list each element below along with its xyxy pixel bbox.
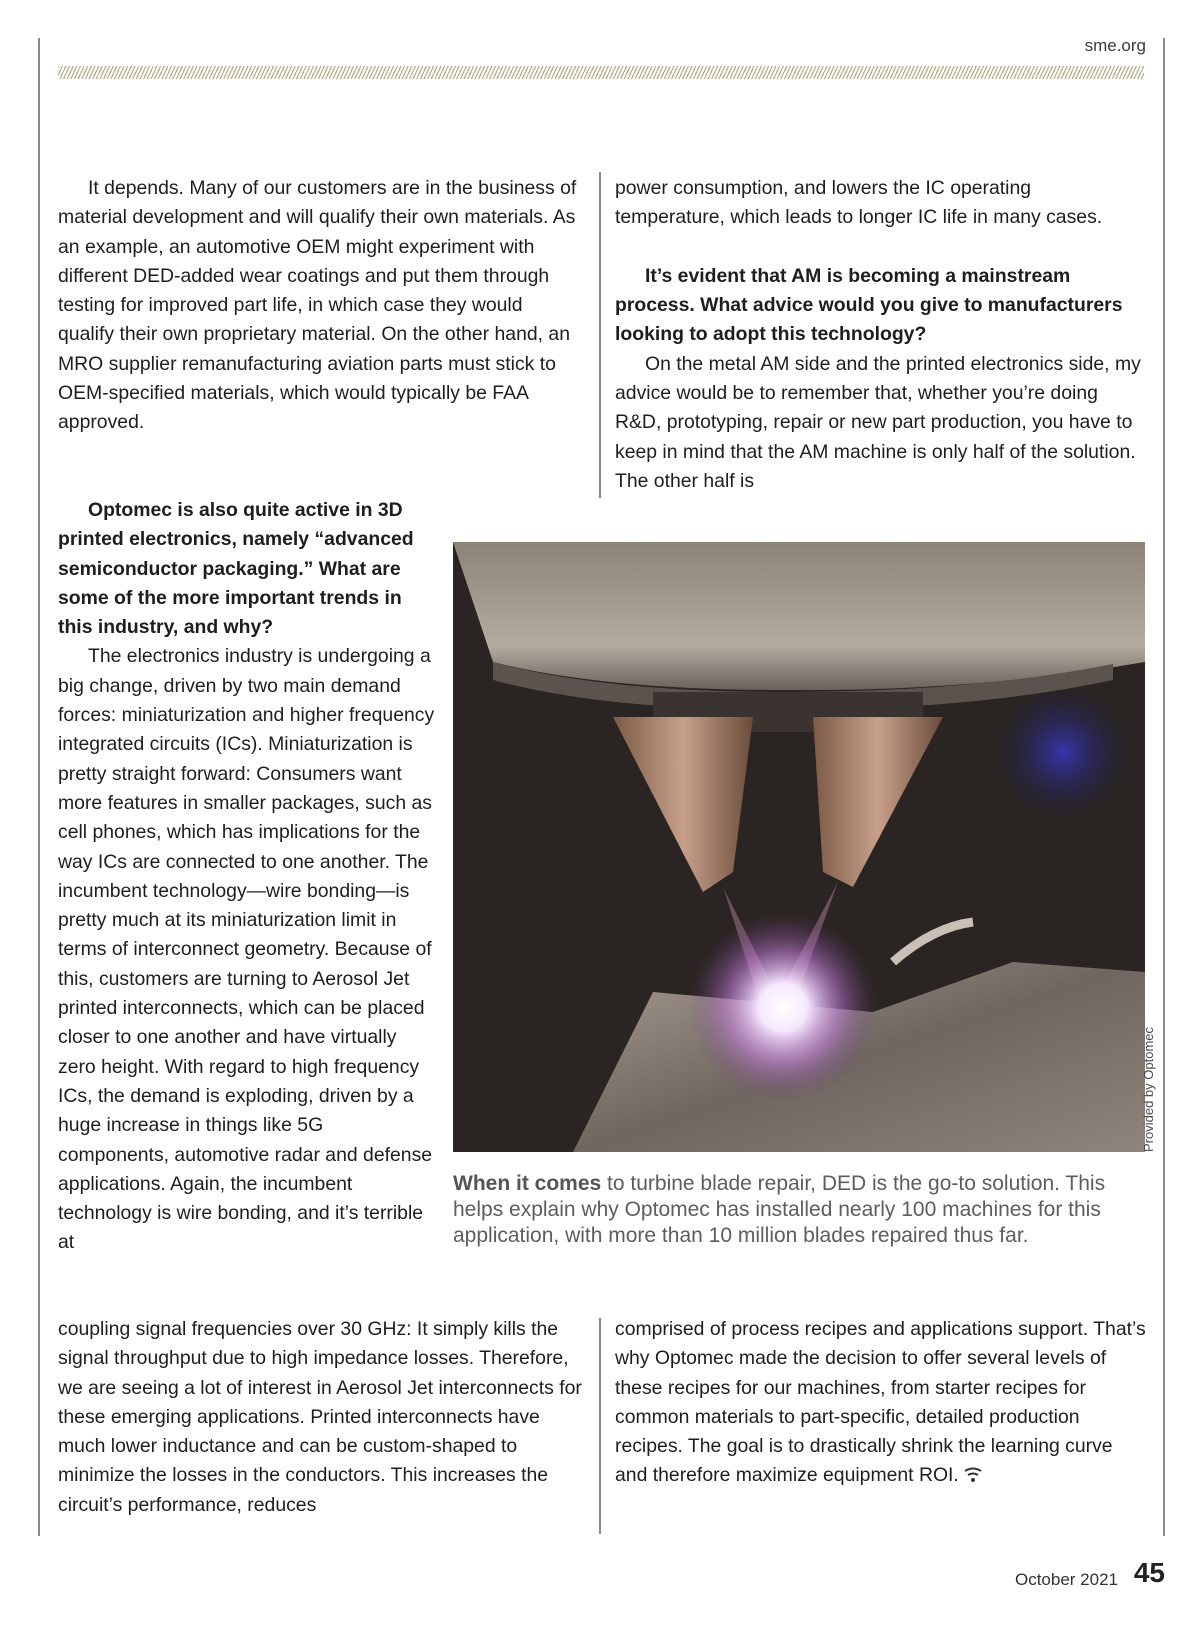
- header-hatched-bar: [58, 66, 1144, 79]
- page-number: 45: [1133, 1557, 1165, 1588]
- caption-lead: When it comes: [453, 1172, 602, 1195]
- paragraph: power consumption, and lowers the IC operating temperature, which leads to longer IC life in many cases.: [615, 177, 1103, 229]
- column-bottom-left: [58, 1315, 588, 1520]
- paragraph: coupling signal frequencies over 30 GHz: It simply kills the signal throughput due to high impedance losses. Therefore, we are seeing a lot of interest in Aerosol Jet interconnects for these emerging applications. Printed interconnects have much lower inductance and can be custom-shaped to minimize the losses in the conductors. This increases the circuit’s performance, reduces: [58, 1318, 582, 1516]
- paragraph: [615, 1315, 1150, 1491]
- paragraph: On the metal AM side and the printed electronics side, my advice would be to remember that, whether you’re doing R&D, prototyping, repair or new part production, you have to keep in mind that the AM machine is only half of the solution. The other half is: [615, 352, 1141, 492]
- photo-credit: Provided by Optomec: [1141, 1026, 1156, 1152]
- right-margin-rule: [1163, 38, 1165, 1536]
- header-site-url: sme.org: [1084, 36, 1146, 55]
- footer-issue-date: October 2021: [1014, 1570, 1118, 1589]
- paragraph: It depends. Many of our customers are in the business of material development and will qualify their own materials. As an example, an automotive OEM might experiment with different DED-added wear coatings and put them through testing for improved part life, in which case they would qualify their own proprietary material. On the other hand, an MRO supplier remanufacturing aviation parts must stick to OEM-specified materials, which would typically be FAA approved.: [58, 177, 577, 434]
- column-divider-bottom: [599, 1318, 601, 1534]
- ded-nozzle-photo: [453, 542, 1145, 1152]
- laser-melt-pool: [688, 912, 878, 1102]
- column-bottom-right: [615, 1315, 1150, 1491]
- deposition-head: [453, 542, 1145, 690]
- interview-question: Optomec is also quite active in 3D printed electronics, namely “advanced semiconductor packaging.” What are some of the more important trends in this industry, and why?: [58, 499, 414, 639]
- paragraph: The electronics industry is undergoing a big change, driven by two main demand forces: miniaturization and higher frequency integrated circuits (ICs). Miniaturization is pretty straight forward: Consumers want more features in smaller packages, such as cell phones, which has implications for the way ICs are connected to one another. The incumbent technology—wire bonding—is pretty much at its miniaturization limit in terms of interconnect geometry. Because of this, customers are turning to Aerosol Jet printed interconnects, which can be placed closer to one another and have virtually zero height. With regard to high frequency ICs, the demand is exploding, driven by a huge increase in things like 5G components, automotive radar and defense applications. Again, the incumbent technology is wire bonding, and it’s terrible at: [58, 645, 435, 1254]
- column-beside-photo: [58, 496, 438, 1258]
- end-of-article-icon: [964, 1467, 982, 1483]
- lens-flare-blue: [993, 682, 1133, 822]
- photo-caption: [453, 1171, 1143, 1249]
- column-top-left: [58, 174, 580, 438]
- photo-illustration: [453, 542, 1145, 1152]
- left-margin-rule: [38, 38, 40, 1536]
- paragraph-text: comprised of process recipes and applications support. That’s why Optomec made the decision to offer several levels of these recipes for our machines, from starter recipes for common materials to part-specific, detailed production recipes. The goal is to drastically shrink the learning curve and therefore maximize equipment ROI.: [615, 1318, 1146, 1487]
- interview-question: It’s evident that AM is becoming a mainstream process. What advice would you give to manufacturers looking to adopt this technology?: [615, 264, 1123, 346]
- column-divider-top: [599, 172, 601, 498]
- column-top-right: [615, 174, 1145, 496]
- caption-text: to turbine blade repair, DED is the go-to solution. This helps explain why Optomec has installed nearly 100 machines for this application, with more than 10 million blades repaired thus far.: [453, 1172, 1106, 1247]
